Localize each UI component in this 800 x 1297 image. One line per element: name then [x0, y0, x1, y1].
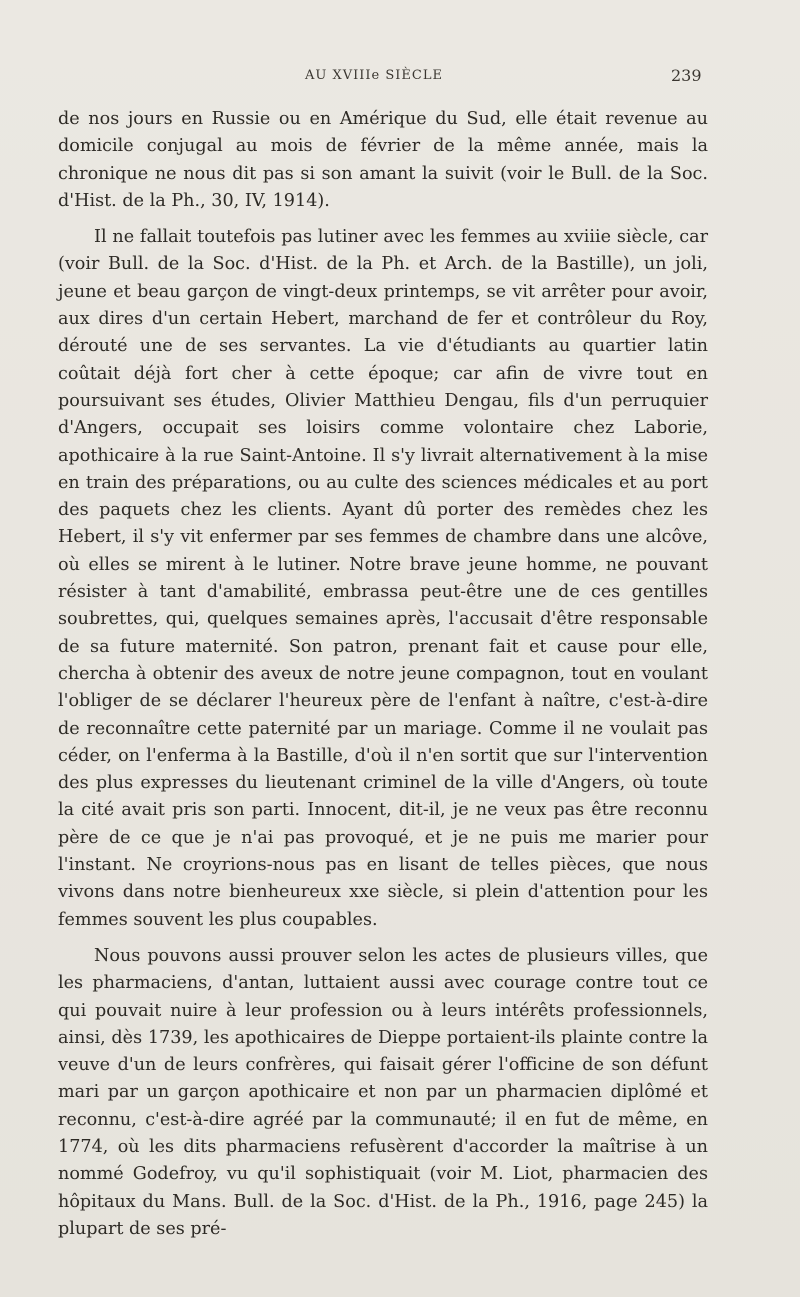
running-title: AU XVIIIe SIÈCLE: [305, 68, 443, 83]
page-header: [0, 66, 800, 90]
paragraph: Nous pouvons aussi prouver selon les actes de plusieurs villes, que les pharmaciens, d'antan, luttaient aussi avec courage contre tout ce qui pouvait nuire à leur profession ou à leurs intérêts professionnels, ainsi, dès 1739, les apothicaires de Dieppe portaient-ils plainte contre la veuve d'un de leurs confrères, qui faisait gérer l'officine de son défunt mari par un garçon apothicaire et non par un pharmacien diplômé et reconnu, c'est-à-dire agréé par la communauté; il en fut de même, en 1774, où les dits pharmaciens refusèrent d'accorder la maîtrise à un nommé Godefroy, vu qu'il sophistiquait (voir M. Liot, pharmacien des hôpitaux du Mans. Bull. de la Soc. d'Hist. de la Ph., 1916, page 245) la plupart de ses pré-: [58, 945, 708, 1239]
paragraph: de nos jours en Russie ou en Amérique du Sud, elle était revenue au domicile conjugal au mois de février de la même année, mais la chronique ne nous dit pas si son amant la suivit (voir le Bull. de la Soc. d'Hist. de la Ph., 30, IV, 1914).: [58, 109, 708, 211]
page-number: 239: [671, 66, 702, 85]
paragraph: Il ne fallait toutefois pas lutiner avec les femmes au xviiie siècle, car (voir Bull. de la Soc. d'Hist. de la Ph. et Arch. de la Bastille), un joli, jeune et beau garçon de vingt-deux printemps, se vit arrêter pour avoir, aux dires d'un certain Hebert, marchand de fer et contrôleur du Roy, dérouté une de ses servantes. La vie d'étudiants au quartier latin coûtait déjà fort cher à cette époque; car afin de vivre tout en poursuivant ses études, Olivier Matthieu Dengau, fils d'un perruquier d'Angers, occupait ses loisirs comme volontaire chez Laborie, apothicaire à la rue Saint-Antoine. Il s'y livrait alternativement à la mise en train des préparations, ou au culte des sciences médicales et au port des paquets chez les clients. Ayant dû porter des remèdes chez les Hebert, il s'y vit enfermer par ses femmes de chambre dans une alcôve, où elles se mirent à le lutiner. Notre brave jeune homme, ne pouvant résister à tant d'amabilité, embrassa peut-être une de ces gentilles soubrettes, qui, quelques semaines après, l'accusait d'être responsable de sa future maternité. Son patron, prenant fait et cause pour elle, chercha à obtenir des aveux de notre jeune compagnon, tout en voulant l'obliger de se déclarer l'heureux père de l'enfant à naître, c'est-à-dire de reconnaître cette paternité par un mariage. Comme il ne voulait pas céder, on l'enferma à la Bastille, d'où il n'en sortit que sur l'intervention des plus expresses du lieutenant criminel de la ville d'Angers, où toute la cité avait pris son parti. Innocent, dit-il, je ne veux pas être reconnu père de ce que je n'ai pas provoqué, et je ne puis me marier pour l'instant. Ne croyrions-nous pas en lisant de telles pièces, que nous vivons dans notre bienheureux xxe siècle, si plein d'attention pour les femmes souvent les plus coupables.: [58, 227, 708, 930]
page-body: [58, 106, 708, 1243]
